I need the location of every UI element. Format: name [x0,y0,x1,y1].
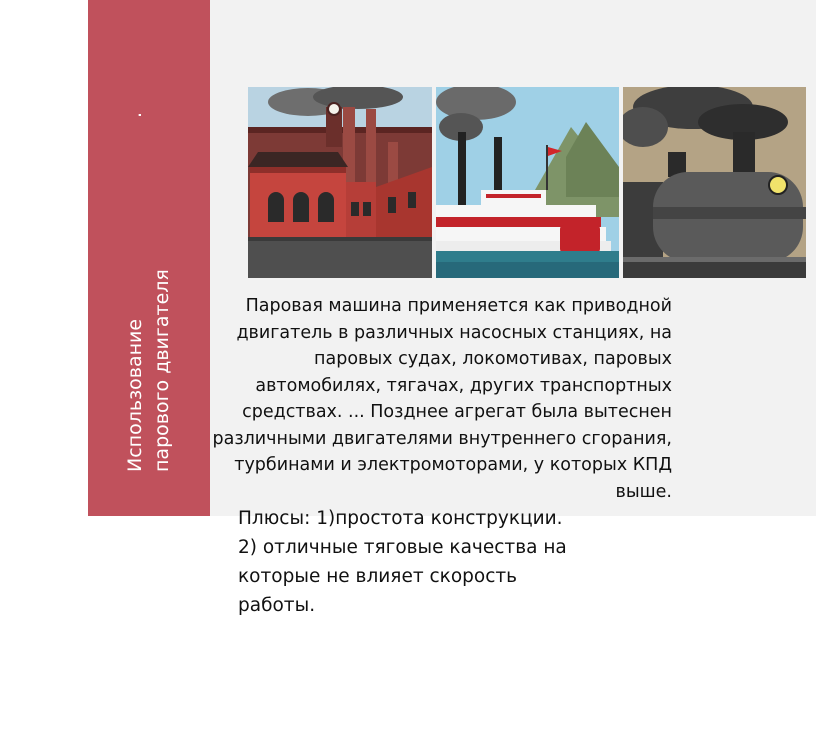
body-paragraph: Паровая машина применяется как приводной двигатель в различных насосных станциях, на паровых судах, локомотивах, паровых автомобилях, тягачах, других транспортных средствах. ... Позднее агрегат была вытеснен различными двигателями внутреннего сгорания, турбинами и электромоторами, у которых КПД выше. [212,296,672,502]
pros-line: которые не влияет скорость [238,566,518,587]
pros-block [238,504,618,620]
slide-title-dot: . [124,112,146,119]
slide-title [88,0,210,516]
factory-illustration [248,87,432,278]
illustration-strip [248,87,806,278]
pros-line: 2) отличные тяговые качества на [238,537,567,558]
locomotive-illustration [623,87,806,278]
slide-title-text [122,112,176,472]
slide-title-line-1 [122,112,149,472]
pros-line: работы. [238,595,316,616]
steamboat-illustration [436,87,619,278]
pros-line: Плюсы: 1)простота конструкции. [238,508,563,529]
slide-title-line-2: парового двигателя [151,269,173,472]
slide-title-word: Использование [124,318,146,472]
